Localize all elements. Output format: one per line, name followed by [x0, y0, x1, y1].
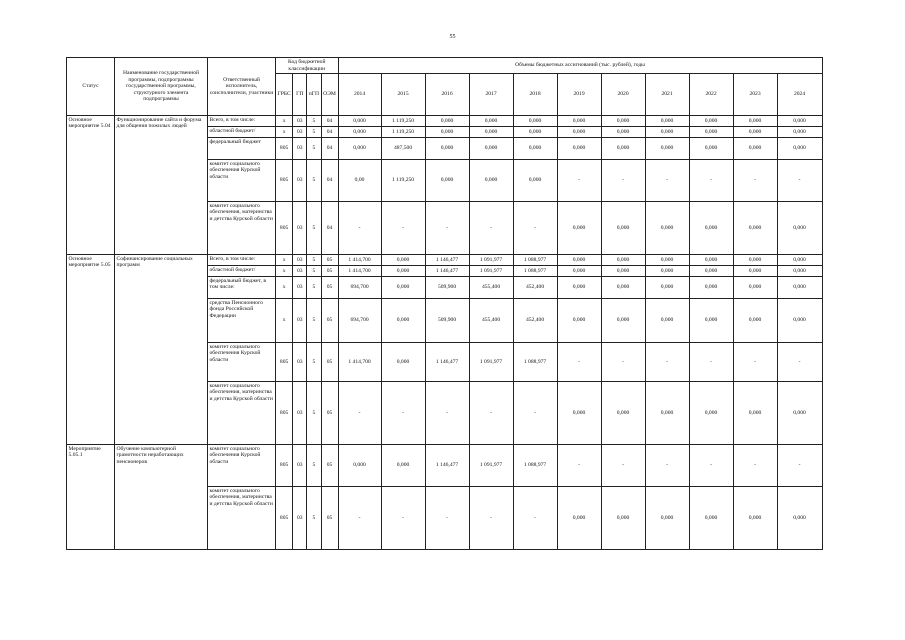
row-value-2022: 0,000 — [689, 299, 733, 343]
row-value-2018: 1 088,977 — [513, 445, 557, 487]
row-value-2015: - — [381, 382, 425, 445]
row-executor: комитет социального обеспечения, материнства и детства Курской области — [208, 382, 276, 445]
header-year: 2015 — [381, 74, 425, 116]
row-code-grbs: х — [276, 299, 293, 343]
row-value-2022: 0,000 — [689, 255, 733, 266]
row-program-name: Софинансирование социальных программ — [115, 255, 208, 445]
row-value-2022: 0,000 — [689, 116, 733, 127]
row-value-2018: 452,400 — [513, 277, 557, 299]
row-code-gp: 03 — [293, 116, 307, 127]
row-code-gp: 03 — [293, 382, 307, 445]
row-value-2021: 0,000 — [645, 266, 689, 277]
row-value-2014: 694,700 — [338, 299, 381, 343]
row-code-pgp: 5 — [307, 116, 321, 127]
row-value-2023: - — [733, 343, 777, 382]
row-value-2021: - — [645, 445, 689, 487]
header-status: Статус — [67, 58, 115, 116]
row-value-2016: 0,000 — [425, 127, 469, 138]
row-value-2022: 0,000 — [689, 277, 733, 299]
row-code-pgp: 5 — [307, 277, 321, 299]
header-year: 2023 — [733, 74, 777, 116]
row-value-2016: 1 146,477 — [425, 343, 469, 382]
row-code-grbs: 805 — [276, 138, 293, 160]
page-number: 55 — [449, 34, 456, 40]
row-value-2021: - — [645, 343, 689, 382]
row-value-2014: 1 414,700 — [338, 255, 381, 266]
row-value-2014: 1 414,700 — [338, 343, 381, 382]
row-executor: Всего, в том числе: — [208, 116, 276, 127]
row-code-oem: 05 — [321, 382, 338, 445]
row-executor: областной бюджет/ — [208, 127, 276, 138]
row-value-2014: - — [338, 202, 381, 255]
row-value-2020: - — [601, 445, 645, 487]
row-value-2016: 0,000 — [425, 116, 469, 127]
header-gp: ГП — [293, 74, 307, 116]
row-value-2023: 0,000 — [733, 299, 777, 343]
row-code-grbs: 805 — [276, 160, 293, 202]
row-code-grbs: 805 — [276, 343, 293, 382]
row-value-2015: - — [381, 202, 425, 255]
row-code-grbs: х — [276, 255, 293, 266]
row-executor: федеральный бюджет, в том числе: — [208, 277, 276, 299]
row-value-2016: 0,000 — [425, 160, 469, 202]
row-value-2016: 509,900 — [425, 277, 469, 299]
row-code-oem: 05 — [321, 445, 338, 487]
row-code-grbs: 805 — [276, 382, 293, 445]
row-value-2019: 0,000 — [557, 202, 601, 255]
row-executor: федеральный бюджет — [208, 138, 276, 160]
row-code-oem: 05 — [321, 255, 338, 266]
row-value-2021: 0,000 — [645, 138, 689, 160]
row-value-2016: - — [425, 382, 469, 445]
row-code-gp: 03 — [293, 138, 307, 160]
row-code-oem: 05 — [321, 487, 338, 550]
row-value-2017: 455,400 — [469, 277, 513, 299]
row-code-grbs: 805 — [276, 202, 293, 255]
row-value-2020: 0,000 — [601, 299, 645, 343]
row-program-name: Функционирование сайта и форума для общения пожилых людей — [115, 116, 208, 255]
row-value-2022: - — [689, 160, 733, 202]
row-value-2015: 1 119,250 — [381, 160, 425, 202]
row-value-2015: 0,000 — [381, 277, 425, 299]
row-code-oem: 04 — [321, 116, 338, 127]
header-year: 2022 — [689, 74, 733, 116]
row-code-oem: 04 — [321, 160, 338, 202]
row-value-2020: 0,000 — [601, 487, 645, 550]
row-value-2019: 0,000 — [557, 127, 601, 138]
row-value-2024: 0,000 — [777, 382, 822, 445]
row-value-2015: 0,000 — [381, 266, 425, 277]
row-value-2014: 1 414,700 — [338, 266, 381, 277]
row-code-pgp: 5 — [307, 445, 321, 487]
row-value-2022: 0,000 — [689, 138, 733, 160]
row-value-2015: 0,000 — [381, 343, 425, 382]
table-body — [67, 116, 823, 550]
row-value-2015: - — [381, 487, 425, 550]
row-value-2024: 0,000 — [777, 255, 822, 266]
header-name: Наименование государственной программы, подпрограммы государственной программы, структурного элемента подпрограммы — [115, 58, 208, 116]
row-code-gp: 03 — [293, 255, 307, 266]
table-row — [67, 445, 823, 487]
row-value-2022: - — [689, 343, 733, 382]
row-value-2019: 0,000 — [557, 277, 601, 299]
row-value-2016: - — [425, 487, 469, 550]
row-executor: комитет социального обеспечения Курской области — [208, 445, 276, 487]
row-value-2014: 0,000 — [338, 445, 381, 487]
row-value-2020: 0,000 — [601, 266, 645, 277]
row-code-pgp: 5 — [307, 299, 321, 343]
row-value-2018: - — [513, 202, 557, 255]
row-code-pgp: 5 — [307, 343, 321, 382]
row-value-2024: - — [777, 445, 822, 487]
row-value-2021: 0,000 — [645, 487, 689, 550]
header-volumes: Объемы бюджетных ассигнований (тыс. рублей), годы — [338, 58, 822, 74]
row-value-2018: 0,000 — [513, 116, 557, 127]
row-value-2020: 0,000 — [601, 116, 645, 127]
row-value-2019: 0,000 — [557, 266, 601, 277]
row-value-2014: 0,000 — [338, 138, 381, 160]
header-grbs: ГРБС — [276, 74, 293, 116]
row-value-2020: 0,000 — [601, 202, 645, 255]
row-value-2024: 0,000 — [777, 299, 822, 343]
row-code-oem: 04 — [321, 127, 338, 138]
table-row — [67, 255, 823, 266]
header-budget-code: Код бюджетной классификации — [276, 58, 339, 74]
row-value-2023: 0,000 — [733, 127, 777, 138]
row-value-2020: 0,000 — [601, 382, 645, 445]
row-value-2016: 1 146,477 — [425, 266, 469, 277]
row-code-gp: 03 — [293, 299, 307, 343]
row-value-2016: 1 146,477 — [425, 255, 469, 266]
row-value-2017: 1 091,977 — [469, 445, 513, 487]
row-value-2022: 0,000 — [689, 382, 733, 445]
row-code-grbs: 805 — [276, 487, 293, 550]
row-value-2015: 1 119,250 — [381, 116, 425, 127]
row-value-2016: 1 146,477 — [425, 445, 469, 487]
row-value-2021: 0,000 — [645, 127, 689, 138]
row-code-pgp: 5 — [307, 160, 321, 202]
row-code-oem: 05 — [321, 266, 338, 277]
row-value-2018: 0,000 — [513, 160, 557, 202]
row-value-2024: 0,000 — [777, 487, 822, 550]
row-value-2019: 0,000 — [557, 299, 601, 343]
row-value-2022: 0,000 — [689, 487, 733, 550]
row-value-2024: - — [777, 160, 822, 202]
header-executor: Ответственный исполнитель, соисполнители, участники — [208, 58, 276, 116]
row-value-2018: 0,000 — [513, 138, 557, 160]
row-value-2014: 694,700 — [338, 277, 381, 299]
row-value-2023: 0,000 — [733, 487, 777, 550]
row-value-2018: 1 088,977 — [513, 266, 557, 277]
row-executor: комитет социального обеспечения, материнства и детства Курской области — [208, 202, 276, 255]
row-value-2015: 1 119,250 — [381, 127, 425, 138]
row-value-2016: 509,900 — [425, 299, 469, 343]
row-value-2017: 0,000 — [469, 127, 513, 138]
row-code-gp: 03 — [293, 266, 307, 277]
row-value-2023: 0,000 — [733, 116, 777, 127]
row-value-2024: - — [777, 343, 822, 382]
row-value-2017: - — [469, 382, 513, 445]
row-code-oem: 04 — [321, 138, 338, 160]
row-code-gp: 03 — [293, 343, 307, 382]
row-executor: областной бюджет/ — [208, 266, 276, 277]
row-value-2021: 0,000 — [645, 382, 689, 445]
header-year: 2017 — [469, 74, 513, 116]
row-code-gp: 03 — [293, 445, 307, 487]
header-year: 2020 — [601, 74, 645, 116]
row-value-2018: - — [513, 487, 557, 550]
row-code-pgp: 5 — [307, 255, 321, 266]
row-value-2018: 1 088,977 — [513, 255, 557, 266]
row-value-2018: 0,000 — [513, 127, 557, 138]
row-value-2024: 0,000 — [777, 138, 822, 160]
row-code-gp: 03 — [293, 487, 307, 550]
row-value-2021: 0,000 — [645, 202, 689, 255]
row-value-2017: 1 091,977 — [469, 343, 513, 382]
row-value-2020: - — [601, 160, 645, 202]
row-value-2024: 0,000 — [777, 202, 822, 255]
row-code-oem: 04 — [321, 202, 338, 255]
row-code-gp: 03 — [293, 202, 307, 255]
row-value-2022: 0,000 — [689, 127, 733, 138]
row-code-pgp: 5 — [307, 487, 321, 550]
row-code-pgp: 5 — [307, 382, 321, 445]
row-code-pgp: 5 — [307, 127, 321, 138]
table-row — [67, 116, 823, 127]
header-oem: ОЭМ — [321, 74, 338, 116]
row-value-2019: - — [557, 160, 601, 202]
header-year: 2021 — [645, 74, 689, 116]
row-value-2016: - — [425, 202, 469, 255]
row-status: Мероприятие 5.05.1 — [67, 445, 115, 550]
row-executor: комитет социального обеспечения Курской области — [208, 343, 276, 382]
row-code-oem: 05 — [321, 343, 338, 382]
row-value-2021: 0,000 — [645, 299, 689, 343]
row-executor: Всего, в том числе: — [208, 255, 276, 266]
row-value-2023: 0,000 — [733, 277, 777, 299]
row-value-2015: 0,000 — [381, 255, 425, 266]
row-code-gp: 03 — [293, 277, 307, 299]
row-value-2021: 0,000 — [645, 255, 689, 266]
row-value-2018: - — [513, 382, 557, 445]
header-pgp: пГП — [307, 74, 321, 116]
header-year: 2024 — [777, 74, 822, 116]
header-year: 2014 — [338, 74, 381, 116]
header-year: 2016 — [425, 74, 469, 116]
row-code-pgp: 5 — [307, 138, 321, 160]
row-value-2023: - — [733, 445, 777, 487]
row-value-2019: 0,000 — [557, 138, 601, 160]
row-value-2019: - — [557, 445, 601, 487]
row-value-2020: 0,000 — [601, 255, 645, 266]
row-value-2019: - — [557, 343, 601, 382]
row-value-2017: - — [469, 202, 513, 255]
row-code-grbs: х — [276, 277, 293, 299]
row-code-grbs: 805 — [276, 445, 293, 487]
budget-allocation-table — [66, 57, 823, 550]
row-value-2014: 0,000 — [338, 116, 381, 127]
row-value-2019: 0,000 — [557, 487, 601, 550]
row-value-2014: - — [338, 487, 381, 550]
row-value-2021: 0,000 — [645, 116, 689, 127]
row-value-2022: - — [689, 445, 733, 487]
row-value-2014: 0,00 — [338, 160, 381, 202]
row-value-2017: 455,400 — [469, 299, 513, 343]
row-value-2018: 1 088,977 — [513, 343, 557, 382]
row-code-pgp: 5 — [307, 266, 321, 277]
row-executor: комитет социального обеспечения Курской области — [208, 160, 276, 202]
row-value-2018: 452,400 — [513, 299, 557, 343]
row-executor: комитет социального обеспечения, материнства и детства Курской области — [208, 487, 276, 550]
row-value-2014: - — [338, 382, 381, 445]
row-value-2021: - — [645, 160, 689, 202]
row-value-2017: 0,000 — [469, 138, 513, 160]
row-value-2020: 0,000 — [601, 277, 645, 299]
row-value-2023: 0,000 — [733, 202, 777, 255]
row-code-gp: 03 — [293, 127, 307, 138]
row-value-2024: 0,000 — [777, 127, 822, 138]
row-code-oem: 05 — [321, 277, 338, 299]
row-value-2017: 1 091,977 — [469, 255, 513, 266]
row-executor: средства Пенсионного фонда Российской Федерации — [208, 299, 276, 343]
row-value-2017: 0,000 — [469, 160, 513, 202]
row-status: Основное мероприятие 5.04 — [67, 116, 115, 255]
row-value-2024: 0,000 — [777, 277, 822, 299]
row-value-2023: 0,000 — [733, 138, 777, 160]
row-code-gp: 03 — [293, 160, 307, 202]
row-value-2024: 0,000 — [777, 116, 822, 127]
row-code-grbs: х — [276, 266, 293, 277]
row-value-2017: 1 091,977 — [469, 266, 513, 277]
row-code-oem: 05 — [321, 299, 338, 343]
row-value-2022: 0,000 — [689, 202, 733, 255]
row-program-name: Обучение компьютерной грамотности неработающих пенсионеров — [115, 445, 208, 550]
row-value-2020: - — [601, 343, 645, 382]
row-value-2017: 0,000 — [469, 116, 513, 127]
row-value-2023: 0,000 — [733, 266, 777, 277]
row-code-grbs: х — [276, 116, 293, 127]
row-status: Основное мероприятие 5.05 — [67, 255, 115, 445]
row-value-2023: - — [733, 160, 777, 202]
row-code-pgp: 5 — [307, 202, 321, 255]
row-value-2015: 487,500 — [381, 138, 425, 160]
row-code-grbs: х — [276, 127, 293, 138]
row-value-2017: - — [469, 487, 513, 550]
row-value-2014: 0,000 — [338, 127, 381, 138]
row-value-2019: 0,000 — [557, 382, 601, 445]
row-value-2015: 0,000 — [381, 445, 425, 487]
row-value-2023: 0,000 — [733, 382, 777, 445]
row-value-2020: 0,000 — [601, 127, 645, 138]
row-value-2020: 0,000 — [601, 138, 645, 160]
row-value-2015: 0,000 — [381, 299, 425, 343]
row-value-2023: 0,000 — [733, 255, 777, 266]
row-value-2016: 0,000 — [425, 138, 469, 160]
row-value-2019: 0,000 — [557, 116, 601, 127]
header-year: 2018 — [513, 74, 557, 116]
row-value-2021: 0,000 — [645, 277, 689, 299]
row-value-2022: 0,000 — [689, 266, 733, 277]
row-value-2019: 0,000 — [557, 255, 601, 266]
row-value-2024: 0,000 — [777, 266, 822, 277]
header-year: 2019 — [557, 74, 601, 116]
